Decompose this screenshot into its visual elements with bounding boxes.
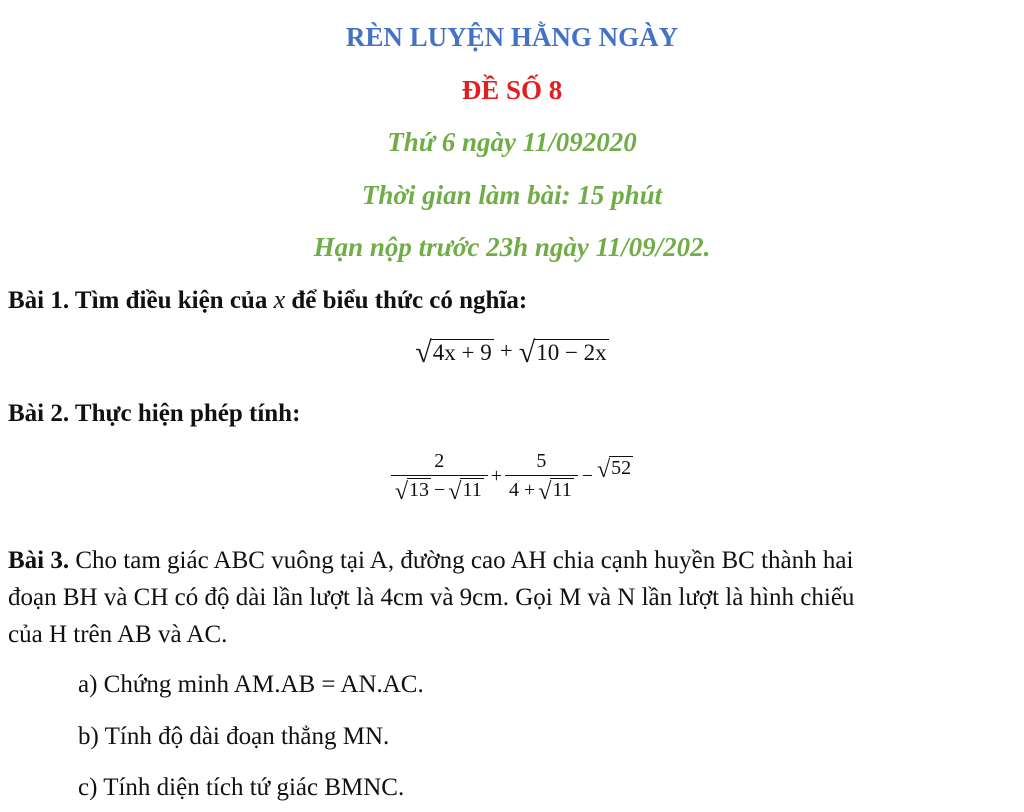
bai2-frac1-numerator: 2 xyxy=(434,450,445,472)
bai2-text: Thực hiện phép tính: xyxy=(69,400,301,427)
bai1-sqrt-2 xyxy=(518,336,609,369)
bai2-frac2-sqrt xyxy=(538,478,573,505)
bai2-frac1-sqrt-a xyxy=(394,478,431,505)
sqrt-symbol: √ xyxy=(394,479,408,505)
bai2-formula xyxy=(0,450,1024,505)
bai2-frac1-den-a: 13 xyxy=(409,479,429,501)
bai1-plus: + xyxy=(499,338,513,363)
bai2-frac1-sqrt-b xyxy=(448,478,483,505)
sqrt-symbol: √ xyxy=(597,457,611,483)
bai2-sqrt-3 xyxy=(597,456,633,483)
bai3-line1-text: Cho tam giác ABC vuông tại A, đường cao AH chia cạnh huyền BC thành hai xyxy=(69,547,854,574)
bai2-frac1-denominator xyxy=(391,475,488,505)
bai1-formula xyxy=(0,336,1024,369)
bai3-line-2: đoạn BH và CH có độ dài lần lượt là 4cm và 9cm. Gọi M và N lần lượt là hình chiếu xyxy=(8,584,855,611)
bai1-term2: 10 − 2x xyxy=(536,339,607,365)
bai3-item-b: b) Tính độ dài đoạn thẳng MN. xyxy=(78,723,390,750)
bai2-minus: − xyxy=(581,464,593,487)
bai2-frac1-den-b: 11 xyxy=(462,479,482,501)
sqrt-symbol: √ xyxy=(538,479,552,505)
bai1-label: Bài 1. xyxy=(8,287,70,314)
bai2-plus: + xyxy=(490,464,502,487)
bai3-label: Bài 3. xyxy=(8,547,70,574)
exam-duration: Thời gian làm bài: 15 phút xyxy=(361,180,663,210)
sqrt-symbol: √ xyxy=(518,336,536,369)
bai2-frac2-den-b: 11 xyxy=(552,479,572,501)
bai2-term3: 52 xyxy=(611,457,632,479)
bai3-line-3: của H trên AB và AC. xyxy=(8,621,228,648)
bai1-text-after: để biểu thức có nghĩa: xyxy=(285,287,528,314)
bai1-prompt xyxy=(8,285,527,315)
bai1-text-before: Tìm điều kiện của xyxy=(69,287,274,314)
bai3-line-1 xyxy=(8,542,1008,579)
bai2-fraction-1 xyxy=(391,450,488,505)
sqrt-symbol: √ xyxy=(415,336,432,369)
bai1-term1: 4x + 9 xyxy=(432,339,492,365)
bai2-frac2-numerator: 5 xyxy=(536,450,547,472)
bai1-variable: x xyxy=(273,285,286,314)
exam-date: Thứ 6 ngày 11/092020 xyxy=(387,127,637,157)
bai2-frac2-denominator xyxy=(505,475,578,505)
bai3-paragraph xyxy=(8,542,1008,653)
exam-number: ĐỀ SỐ 8 xyxy=(461,75,563,105)
bai2-frac1-den-op: − xyxy=(434,479,446,501)
exam-deadline: Hạn nộp trước 23h ngày 11/09/202. xyxy=(313,232,711,262)
bai2-prompt xyxy=(8,400,300,428)
bai3-item-a: a) Chứng minh AM.AB = AN.AC. xyxy=(78,671,424,698)
bai2-frac2-den-a: 4 + xyxy=(509,479,536,501)
page-title: RÈN LUYỆN HẰNG NGÀY xyxy=(345,22,679,52)
bai2-fraction-2 xyxy=(505,450,578,505)
bai1-sqrt-1 xyxy=(415,336,493,369)
sqrt-symbol: √ xyxy=(448,479,462,505)
bai2-label: Bài 2. xyxy=(8,400,70,427)
bai3-item-c: c) Tính diện tích tứ giác BMNC. xyxy=(78,774,405,801)
